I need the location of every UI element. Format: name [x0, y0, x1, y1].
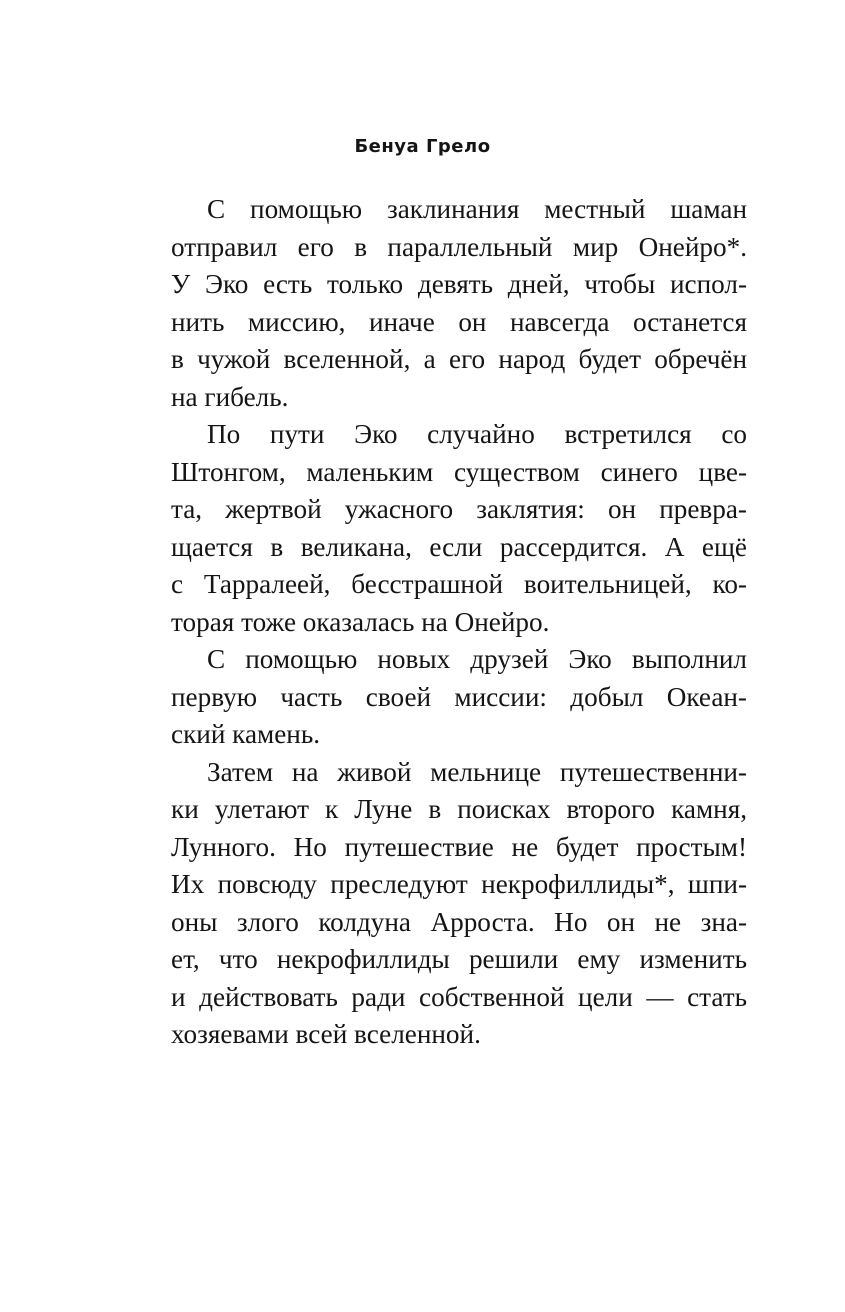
text-line: нить миссию, иначе он навсегда останется	[171, 306, 747, 337]
paragraph-3	[171, 641, 747, 754]
text-line: в чужой вселенной, а его народ будет обречён	[171, 344, 747, 374]
text-line: Лунного. Но путешествие не будет простым!	[171, 831, 747, 862]
body-text	[171, 191, 747, 1054]
text-line: ки улетают к Луне в поисках второго камня,	[171, 794, 747, 824]
text-line: С помощью новых друзей Эко выполнил	[207, 644, 747, 674]
text-line: оны злого колдуна Арроста. Но он не зна-	[171, 906, 747, 937]
text-line: Затем на живой мельнице путешественни-	[207, 756, 747, 787]
text-line: отправил его в параллельный мир Онейро*.	[171, 231, 747, 262]
text-line: Штонгом, маленьким существом синего цве-	[171, 456, 747, 487]
text-line: первую часть своей миссии: добыл Океан-	[171, 681, 747, 712]
paragraph-1	[171, 191, 747, 416]
text-line: С помощью заклинания местный шаман	[207, 194, 747, 224]
running-head-author: Бенуа Грело	[354, 136, 491, 157]
text-line: Их повсюду преследуют некрофиллиды*, шпи-	[171, 869, 747, 899]
text-line: щается в великана, если рассердится. А ещё	[171, 531, 747, 562]
text-line: хозяевами всей вселенной.	[171, 1019, 481, 1049]
text-line: на гибель.	[171, 381, 289, 412]
text-line: По пути Эко случайно встретился со	[207, 419, 747, 449]
text-line: ет, что некрофиллиды решили ему изменить	[171, 944, 747, 974]
text-line: и действовать ради собственной цели — стать	[171, 981, 747, 1012]
paragraph-2	[171, 416, 747, 641]
text-line: торая тоже оказалась на Онейро.	[171, 606, 550, 637]
text-line: У Эко есть только девять дней, чтобы испол-	[171, 269, 747, 299]
text-line: ский камень.	[171, 719, 321, 749]
paragraph-4	[171, 754, 747, 1054]
text-line: та, жертвой ужасного заклятия: он превра-	[171, 494, 747, 524]
text-line: с Тарралеей, бесстрашной воительницей, ко-	[171, 569, 747, 599]
